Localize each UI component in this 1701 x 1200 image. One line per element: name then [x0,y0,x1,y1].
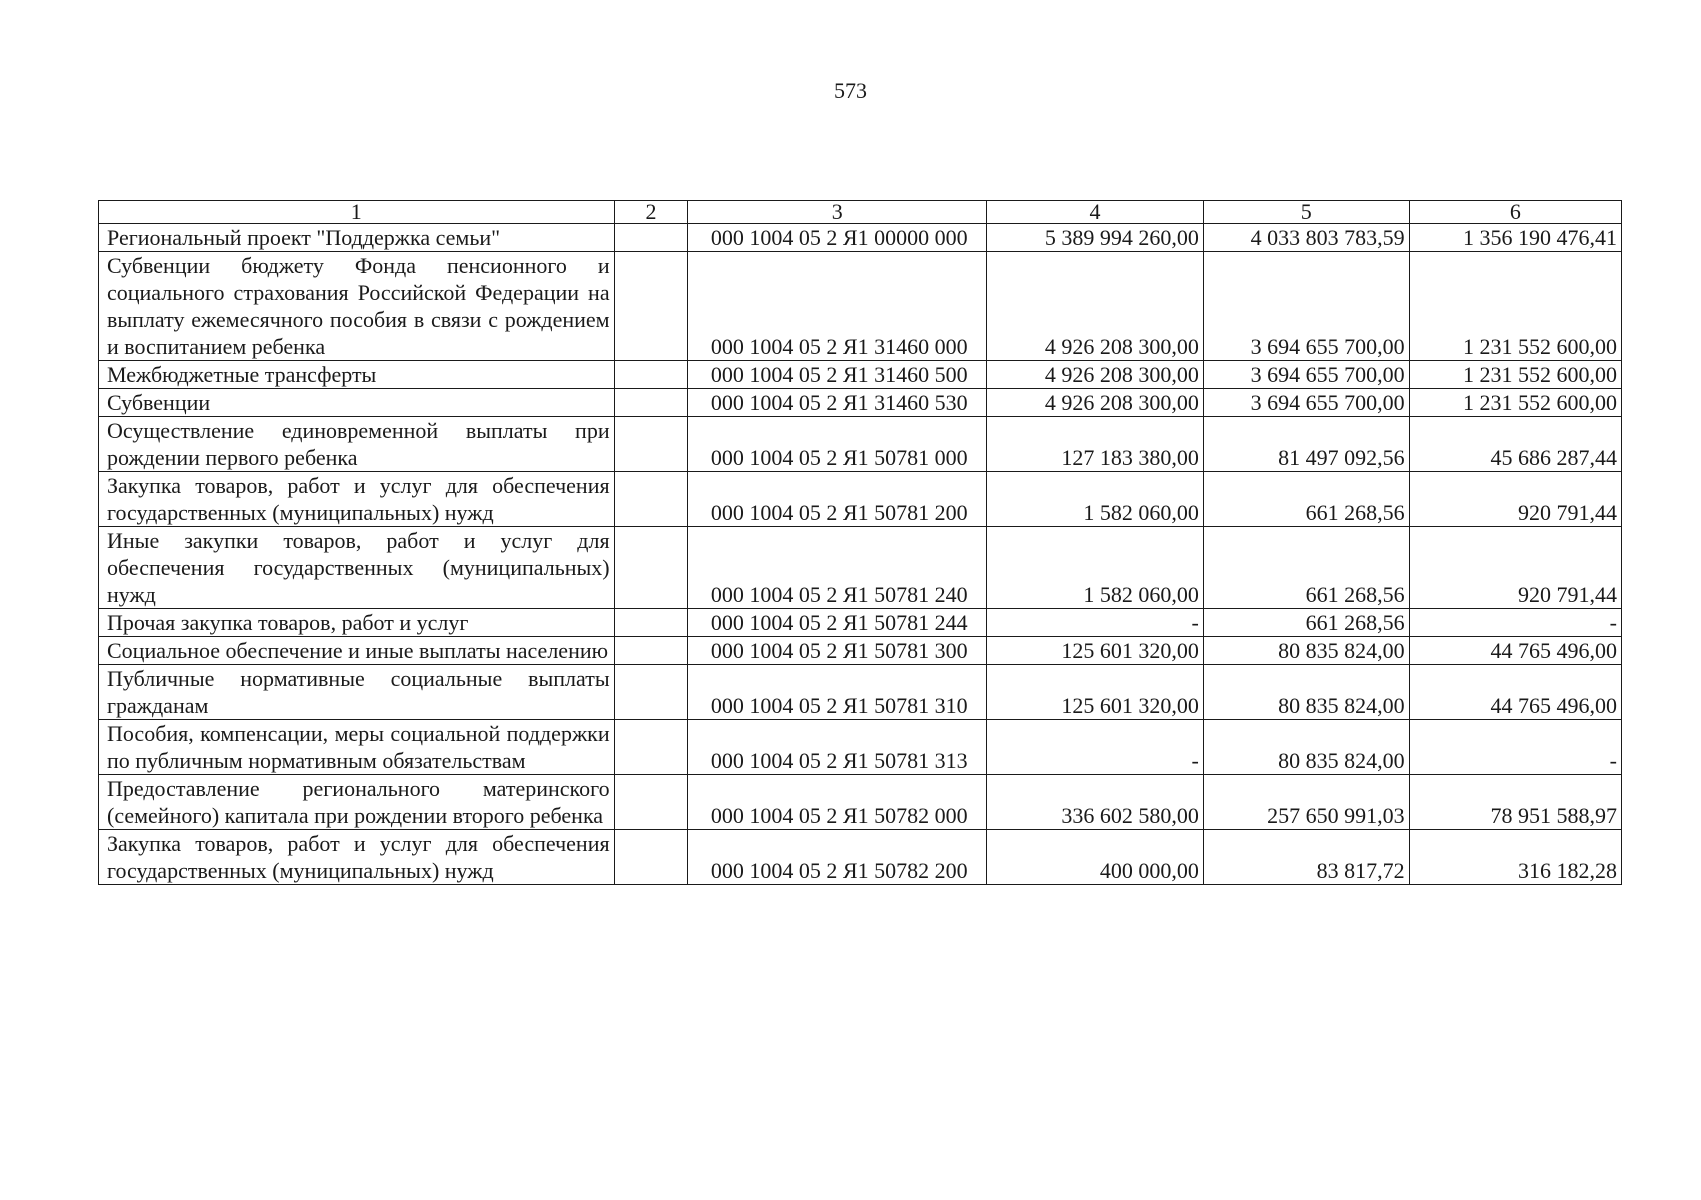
row-value-col6: 920 791,44 [1409,527,1621,609]
row-value-col6: 1 231 552 600,00 [1409,252,1621,361]
row-value-col4: 4 926 208 300,00 [987,361,1204,389]
row-col2-cell [614,252,688,361]
row-value-col5: 80 835 824,00 [1203,637,1409,665]
table-row [99,472,1622,527]
row-col2-cell [614,830,688,885]
row-code-cell: 000 1004 05 2 Я1 50781 313 [688,720,987,775]
row-value-col4: 400 000,00 [987,830,1204,885]
row-name-cell: Субвенции [99,389,615,417]
row-name-cell: Осуществление единовременной выплаты при рождении первого ребенка [99,417,615,472]
row-name-cell: Межбюджетные трансферты [99,361,615,389]
column-header: 4 [987,201,1204,224]
table-row [99,775,1622,830]
table-row [99,527,1622,609]
row-name-cell: Прочая закупка товаров, работ и услуг [99,609,615,637]
row-code-cell: 000 1004 05 2 Я1 00000 000 [688,224,987,252]
row-code-cell: 000 1004 05 2 Я1 50782 200 [688,830,987,885]
row-name-cell: Региональный проект "Поддержка семьи" [99,224,615,252]
header-row [99,201,1622,224]
row-col2-cell [614,472,688,527]
table-row [99,224,1622,252]
column-header: 6 [1409,201,1621,224]
table-row [99,361,1622,389]
row-value-col6: 316 182,28 [1409,830,1621,885]
row-code-cell: 000 1004 05 2 Я1 50781 240 [688,527,987,609]
row-value-col4: 127 183 380,00 [987,417,1204,472]
table-row [99,830,1622,885]
row-value-col5: 3 694 655 700,00 [1203,389,1409,417]
row-value-col6: 44 765 496,00 [1409,665,1621,720]
row-col2-cell [614,720,688,775]
row-value-col5: 661 268,56 [1203,472,1409,527]
row-value-col5: 661 268,56 [1203,527,1409,609]
row-code-cell: 000 1004 05 2 Я1 50781 310 [688,665,987,720]
table-row [99,665,1622,720]
row-value-col5: 3 694 655 700,00 [1203,361,1409,389]
column-header: 3 [688,201,987,224]
row-col2-cell [614,527,688,609]
row-value-col4: 5 389 994 260,00 [987,224,1204,252]
row-name-cell: Социальное обеспечение и иные выплаты населению [99,637,615,665]
column-header: 2 [614,201,688,224]
row-value-col5: 83 817,72 [1203,830,1409,885]
row-value-col6: 78 951 588,97 [1409,775,1621,830]
row-value-col6: 1 356 190 476,41 [1409,224,1621,252]
row-value-col4: 1 582 060,00 [987,527,1204,609]
row-value-col6: 45 686 287,44 [1409,417,1621,472]
row-value-col6: 920 791,44 [1409,472,1621,527]
row-value-col5: 661 268,56 [1203,609,1409,637]
row-value-col4: 125 601 320,00 [987,665,1204,720]
row-code-cell: 000 1004 05 2 Я1 31460 000 [688,252,987,361]
row-code-cell: 000 1004 05 2 Я1 50781 200 [688,472,987,527]
row-name-cell: Иные закупки товаров, работ и услуг для обеспечения государственных (муниципальных) нужд [99,527,615,609]
table-row [99,720,1622,775]
row-name-cell: Закупка товаров, работ и услуг для обеспечения государственных (муниципальных) нужд [99,472,615,527]
row-value-col5: 257 650 991,03 [1203,775,1409,830]
row-value-col6: 44 765 496,00 [1409,637,1621,665]
column-header: 1 [99,201,615,224]
row-col2-cell [614,417,688,472]
row-value-col5: 80 835 824,00 [1203,720,1409,775]
row-col2-cell [614,609,688,637]
row-value-col4: 125 601 320,00 [987,637,1204,665]
row-value-col4: - [987,609,1204,637]
row-value-col4: 4 926 208 300,00 [987,389,1204,417]
row-name-cell: Закупка товаров, работ и услуг для обеспечения государственных (муниципальных) нужд [99,830,615,885]
row-code-cell: 000 1004 05 2 Я1 31460 530 [688,389,987,417]
row-value-col5: 3 694 655 700,00 [1203,252,1409,361]
row-value-col6: - [1409,720,1621,775]
row-value-col4: 1 582 060,00 [987,472,1204,527]
row-value-col6: 1 231 552 600,00 [1409,389,1621,417]
row-col2-cell [614,361,688,389]
row-code-cell: 000 1004 05 2 Я1 50781 244 [688,609,987,637]
row-value-col4: 4 926 208 300,00 [987,252,1204,361]
page-number: 573 [834,78,867,103]
budget-table [98,200,1622,885]
row-col2-cell [614,389,688,417]
column-header: 5 [1203,201,1409,224]
row-value-col6: 1 231 552 600,00 [1409,361,1621,389]
row-col2-cell [614,665,688,720]
row-value-col4: 336 602 580,00 [987,775,1204,830]
row-col2-cell [614,224,688,252]
row-value-col5: 81 497 092,56 [1203,417,1409,472]
row-code-cell: 000 1004 05 2 Я1 50781 000 [688,417,987,472]
row-value-col5: 80 835 824,00 [1203,665,1409,720]
row-name-cell: Субвенции бюджету Фонда пенсионного и социального страхования Российской Федерации на выплату ежемесячного пособия в связи с рождением и воспитанием ребенка [99,252,615,361]
row-col2-cell [614,637,688,665]
row-code-cell: 000 1004 05 2 Я1 50782 000 [688,775,987,830]
table-row [99,252,1622,361]
row-name-cell: Предоставление регионального материнского (семейного) капитала при рождении второго ребенка [99,775,615,830]
row-value-col6: - [1409,609,1621,637]
row-name-cell: Пособия, компенсации, меры социальной поддержки по публичным нормативным обязательствам [99,720,615,775]
table-row [99,637,1622,665]
row-code-cell: 000 1004 05 2 Я1 31460 500 [688,361,987,389]
table-row [99,417,1622,472]
row-value-col5: 4 033 803 783,59 [1203,224,1409,252]
table-row [99,609,1622,637]
row-name-cell: Публичные нормативные социальные выплаты гражданам [99,665,615,720]
row-col2-cell [614,775,688,830]
row-code-cell: 000 1004 05 2 Я1 50781 300 [688,637,987,665]
table-row [99,389,1622,417]
row-value-col4: - [987,720,1204,775]
